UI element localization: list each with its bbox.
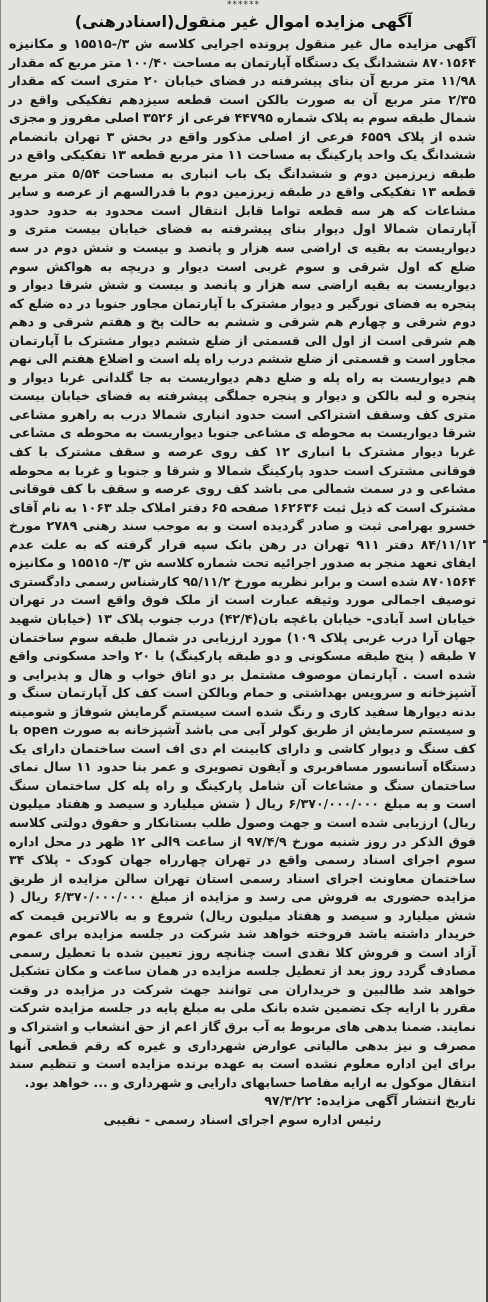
notice-title: آگهی مزایده اموال غیر منقول(اسنادرهنی)	[74, 12, 413, 31]
margin-mark	[483, 540, 488, 543]
signature-line: رئیس اداره سوم اجرای اسناد رسمی - نقیبی	[103, 1111, 382, 1127]
decorative-stars: ******	[227, 0, 260, 10]
notice-body: آگهی مزایده مال غیر منقول پرونده اجرایی کلاسه ش ۳/-۱۵۵۱۵ و مکانیزه ۸۷۰۱۵۶۴ ششدانگ یک دستگاه آپارتمان به مساحت ۱۰۰/۴۰ متر مربع که مقدار ۱۱/۹۸ متر مربع آن بنای پیشرفته در فضای خیابان ۲۰ متری است که مقدار ۲/۳۵ متر مربع آن به صورت بالکن است قطعه سیزدهم تفکیکی واقع در شمال طبقه سوم به پلاک شماره ۴۴۷۹۵ فرعی از ۳۵۲۶ اصلی مفروز و مجزی شده از پلاک ۶۵۵۹ فرعی از اصلی مذکور واقع در بخش ۳ تهران بانضمام ششدانگ یک واحد پارکینگ به مساحت ۱۱ متر مربع قطعه ۱۳ تفکیکی واقع در طبقه زیرزمین دوم و ششدانگ یک باب انباری به مساحت ۵/۵۴ متر مربع قطعه ۱۳ تفکیکی واقع در طبقه زیرزمین دوم با قدرالسهم از عرصه و سایر مشاعات که هر سه قطعه تواما قابل انتقال است محدود به حدود حدود آپارتمان شمالا اول دیوار بنای پیشرفته به فضای خیابان بیست متری و دیواریست به بقیه ی اراضی سه هزار و پانصد و بیست و شش دوم در سه ضلع که اول شرقی و سوم غربی است دیوار و دریچه به هواکش سوم دیواریست به بقیه اراضی سه هزار و پانصد و بیست و شش شرقا دیوار و پنجره به فضای نورگیر و دیوار مشترک با آپارتمان مجاور جنوبا در ده ضلع که دوم شرقی و چهارم هم شرقی و ششم به حالت پخ و هفتم شرقی و دهم هم شرقی است از اول الی قسمتی از ضلع ششم دیوار مشترک با آپارتمان مجاور است و قسمتی از ضلع ششم درب راه پله است و اضلاع هفتم الی نهم هم دیواریست به راه پله و ضلع دهم دیواریست به جا گلدانی غربا دیوار و پنجره و لبه بالکن و دیوار و پنجره جملگی پیشرفته به فضای خیابان بیست متری کف وسقف اشتراکی است حدود انباری شمالا درب به راهرو مشاعی شرقا دیواریست به محوطه ی مشاعی جنوبا دیواریست به محوطه ی مشاعی غربا دیوار مشترک با انباری ۱۲ کف روی عرصه و سقف مشترک با کف فوقانی مشترک است حدود پارکینگ شمالا و شرقا و جنوبا و غربا به محوطه مشاعی و در سمت شمالی می باشد کف روی عرصه و سقف با کف فوقانی مشترک است که ذیل ثبت ۱۶۲۶۳۶ صفحه ۶۵ دفتر املاک جلد ۱۰۶۳ به نام آقای خسرو بهرامی ثبت و صادر گردیده است و به موجب سند رهنی ۲۷۸۹ مورخ ۸۴/۱۱/۱۲ دفتر ۹۱۱ تهران در رهن بانک سپه قرار گرفته که به علت عدم ایفای تعهد منجر به صدور اجرائیه تحت شماره کلاسه ش ۳/- ۱۵۵۱۵ و مکانیزه ۸۷۰۱۵۶۴ شده است و برابر نظریه مورخ ۹۵/۱۱/۲ کارشناس رسمی دادگستری توصیف اجمالی مورد وثیقه عبارت است از ملک فوق واقع است در تهران خیابان اسد آبادی- خیابان باغچه بان(۴۲/۴) درب جنوب پلاک ۱۳ (خیابان شهید جهان آرا درب غربی پلاک ۱۰۹) مورد ارزیابی در شمال طبقه سوم ساختمان ۷ طبقه ( پنج طبقه مسکونی و دو طبقه پارکینگ) با ۲۰ واحد مسکونی واقع شده است . آپارتمان موصوف مشتمل بر دو اتاق خواب و هال و پذیرایی و آشپزخانه و سرویس بهداشتی و حمام وبالکن است کف کل آپارتمان سنگ و بدنه دیوارها سفید کاری و رنگ شده است سیستم گرمایش شوفاژ و شومینه و سیستم سرمایش از طریق کولر آبی می باشد آشپزخانه به صورت open با کف سنگ و دیوار کاشی و دارای کابینت ام دی اف است ساختمان دارای یک دستگاه آسانسور مسافربری و آیفون تصویری و عمر بنا حدود ۱۱ سال نمای ساختمان سنگ و مشاعات آن شامل پارکینگ و راه پله کل ساختمان سنگ است و به مبلغ ۶/۳۷۰/۰۰۰/۰۰۰ ریال ( شش میلیارد و سیصد و هفتاد میلیون ریال) ارزیابی شده است و جهت وصول طلب بستانکار و حقوق دولتی کلاسه فوق الذکر در روز شنبه مورخ ۹۷/۴/۹ از ساعت ۹الی ۱۲ ظهر در محل اداره سوم اجرای اسناد رسمی واقع در تهران چهارراه جهان کودک - پلاک ۳۴ ساختمان معاونت اجرای اسناد رسمی استان تهران سالن مزایده از طریق مزایده حضوری به فروش می رسد و مزایده از مبلغ ۶/۳۷۰/۰۰۰/۰۰۰ ریال ( شش میلیارد و سیصد و هفتاد میلیون ریال) شروع و به بالاترین قیمت که خریدار داشته باشد فروخته خواهد شد شرکت در جلسه مزایده برای عموم آزاد است و فروش کلا نقدی است چنانچه روز تعیین شده با تعطیل رسمی مصادف گردد روز بعد از تعطیل جلسه مزایده در همان ساعت و مکان تشکیل خواهد شد طالبین و خریداران می توانند جهت شرکت در مزایده در وقت مقرر با ارایه چک تضمین شده بانک ملی به مبلغ پایه در جلسه مزایده شرکت نمایند. ضمنا بدهی های مربوط به آب برق گاز اعم از حق انشعاب و اشتراک و مصرف و نیز بدهی مالیاتی عوارض شهرداری و غیره که رقم قطعی آنها برای این اداره معلوم نشده است به عهده برنده مزایده است و تنظیم سند انتقال موکول به ارایه مفاصا حسابهای دارایی و شهرداری و ... خواهد بود.	[9, 36, 477, 1090]
publish-date: تاریخ انتشار آگهی مزایده: ۹۷/۳/۲۲	[264, 1093, 476, 1109]
